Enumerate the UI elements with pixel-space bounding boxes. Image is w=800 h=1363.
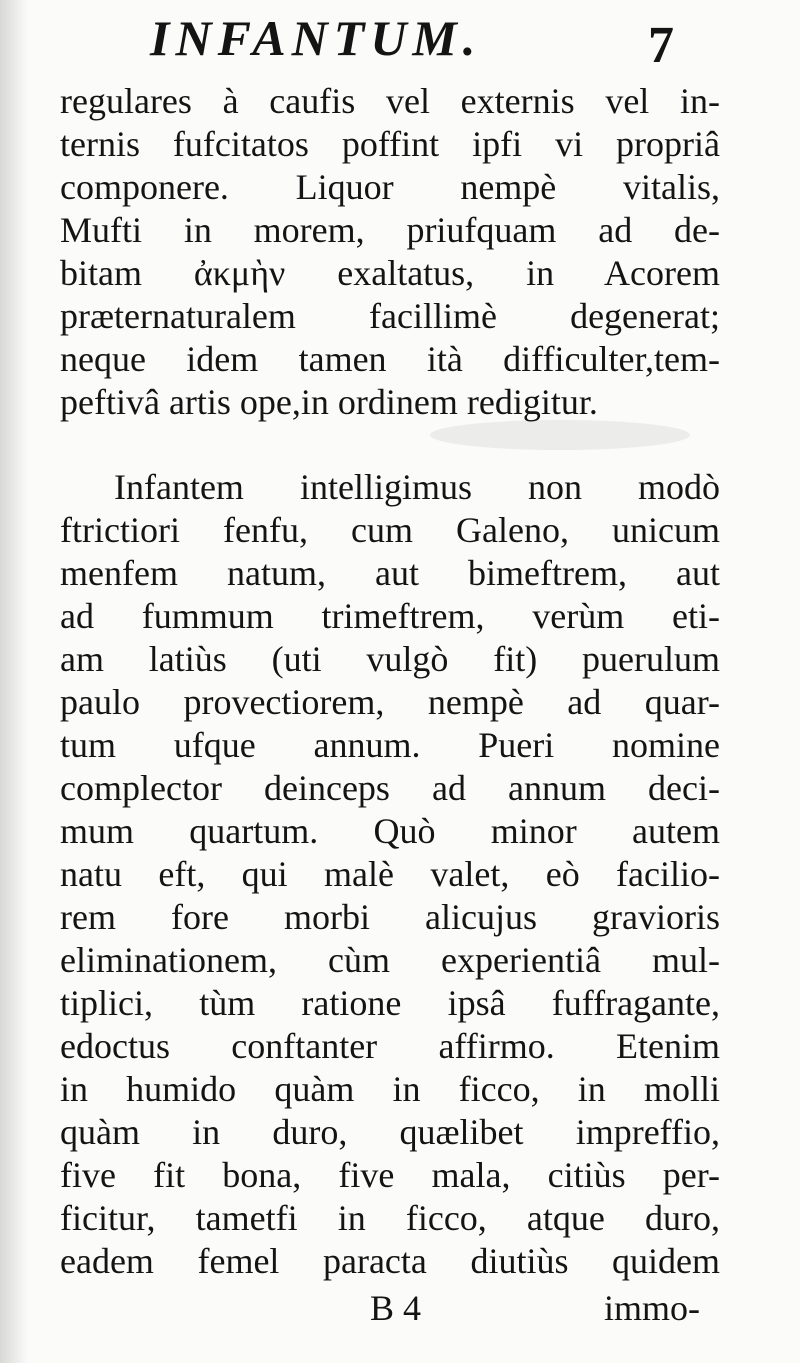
text-line: ternis fufcitatos poffint ipfi vi propriâ — [60, 124, 720, 164]
text-line: neque idem tamen ità difficulter,tem- — [60, 339, 720, 379]
text-line: Infantem intelligimus non modò — [114, 467, 720, 507]
text-line: peftivâ artis ope,in ordinem redigitur. — [60, 382, 598, 422]
text-line: componere. Liquor nempè vitalis, — [60, 167, 720, 207]
text-line: ftrictiori fenfu, cum Galeno, unicum — [60, 510, 720, 550]
text-line: rem fore morbi alicujus gravioris — [60, 897, 720, 937]
paragraph-1 — [60, 80, 720, 424]
body-text — [60, 80, 720, 1283]
paragraph-gap — [60, 424, 720, 466]
signature-mark: B 4 — [370, 1288, 422, 1328]
text-line: eadem femel paracta diutiùs quidem — [60, 1241, 720, 1281]
text-line: five fit bona, five mala, citiùs per- — [60, 1155, 720, 1195]
text-line: edoctus conftanter affirmo. Etenim — [60, 1026, 720, 1066]
catchword: immo- — [604, 1288, 700, 1328]
text-line: regulares à caufis vel externis vel in- — [60, 81, 720, 121]
text-line: ad fummum trimeftrem, verùm eti- — [60, 596, 720, 636]
text-line: tum ufque annum. Pueri nomine — [60, 725, 720, 765]
running-head: INFANTUM. — [150, 10, 482, 66]
text-line: natu eft, qui malè valet, eò facilio- — [60, 854, 720, 894]
text-line: quàm in duro, quælibet impreffio, — [60, 1112, 720, 1152]
page-footer — [370, 1283, 700, 1333]
paragraph-2 — [60, 466, 720, 1283]
text-line: præternaturalem facillimè degenerat; — [60, 296, 720, 336]
text-line: am latiùs (uti vulgò fit) puerulum — [60, 639, 720, 679]
page-edge-shadow — [0, 0, 28, 1363]
text-line: in humido quàm in ficco, in molli — [60, 1069, 720, 1109]
text-line: tiplici, tùm ratione ipsâ fuffragante, — [60, 983, 720, 1023]
text-line: menfem natum, aut bimeftrem, aut — [60, 553, 720, 593]
text-line: paulo provectiorem, nempè ad quar- — [60, 682, 720, 722]
text-line: eliminationem, cùm experientiâ mul- — [60, 940, 720, 980]
text-line: bitam ἀκμὴν exaltatus, in Acorem — [60, 253, 720, 293]
text-line: Mufti in morem, priufquam ad de- — [60, 210, 720, 250]
page-number: 7 — [648, 17, 674, 74]
text-line: mum quartum. Quò minor autem — [60, 811, 720, 851]
text-line: complector deinceps ad annum deci- — [60, 768, 720, 808]
text-line: ficitur, tametfi in ficco, atque duro, — [60, 1198, 720, 1238]
